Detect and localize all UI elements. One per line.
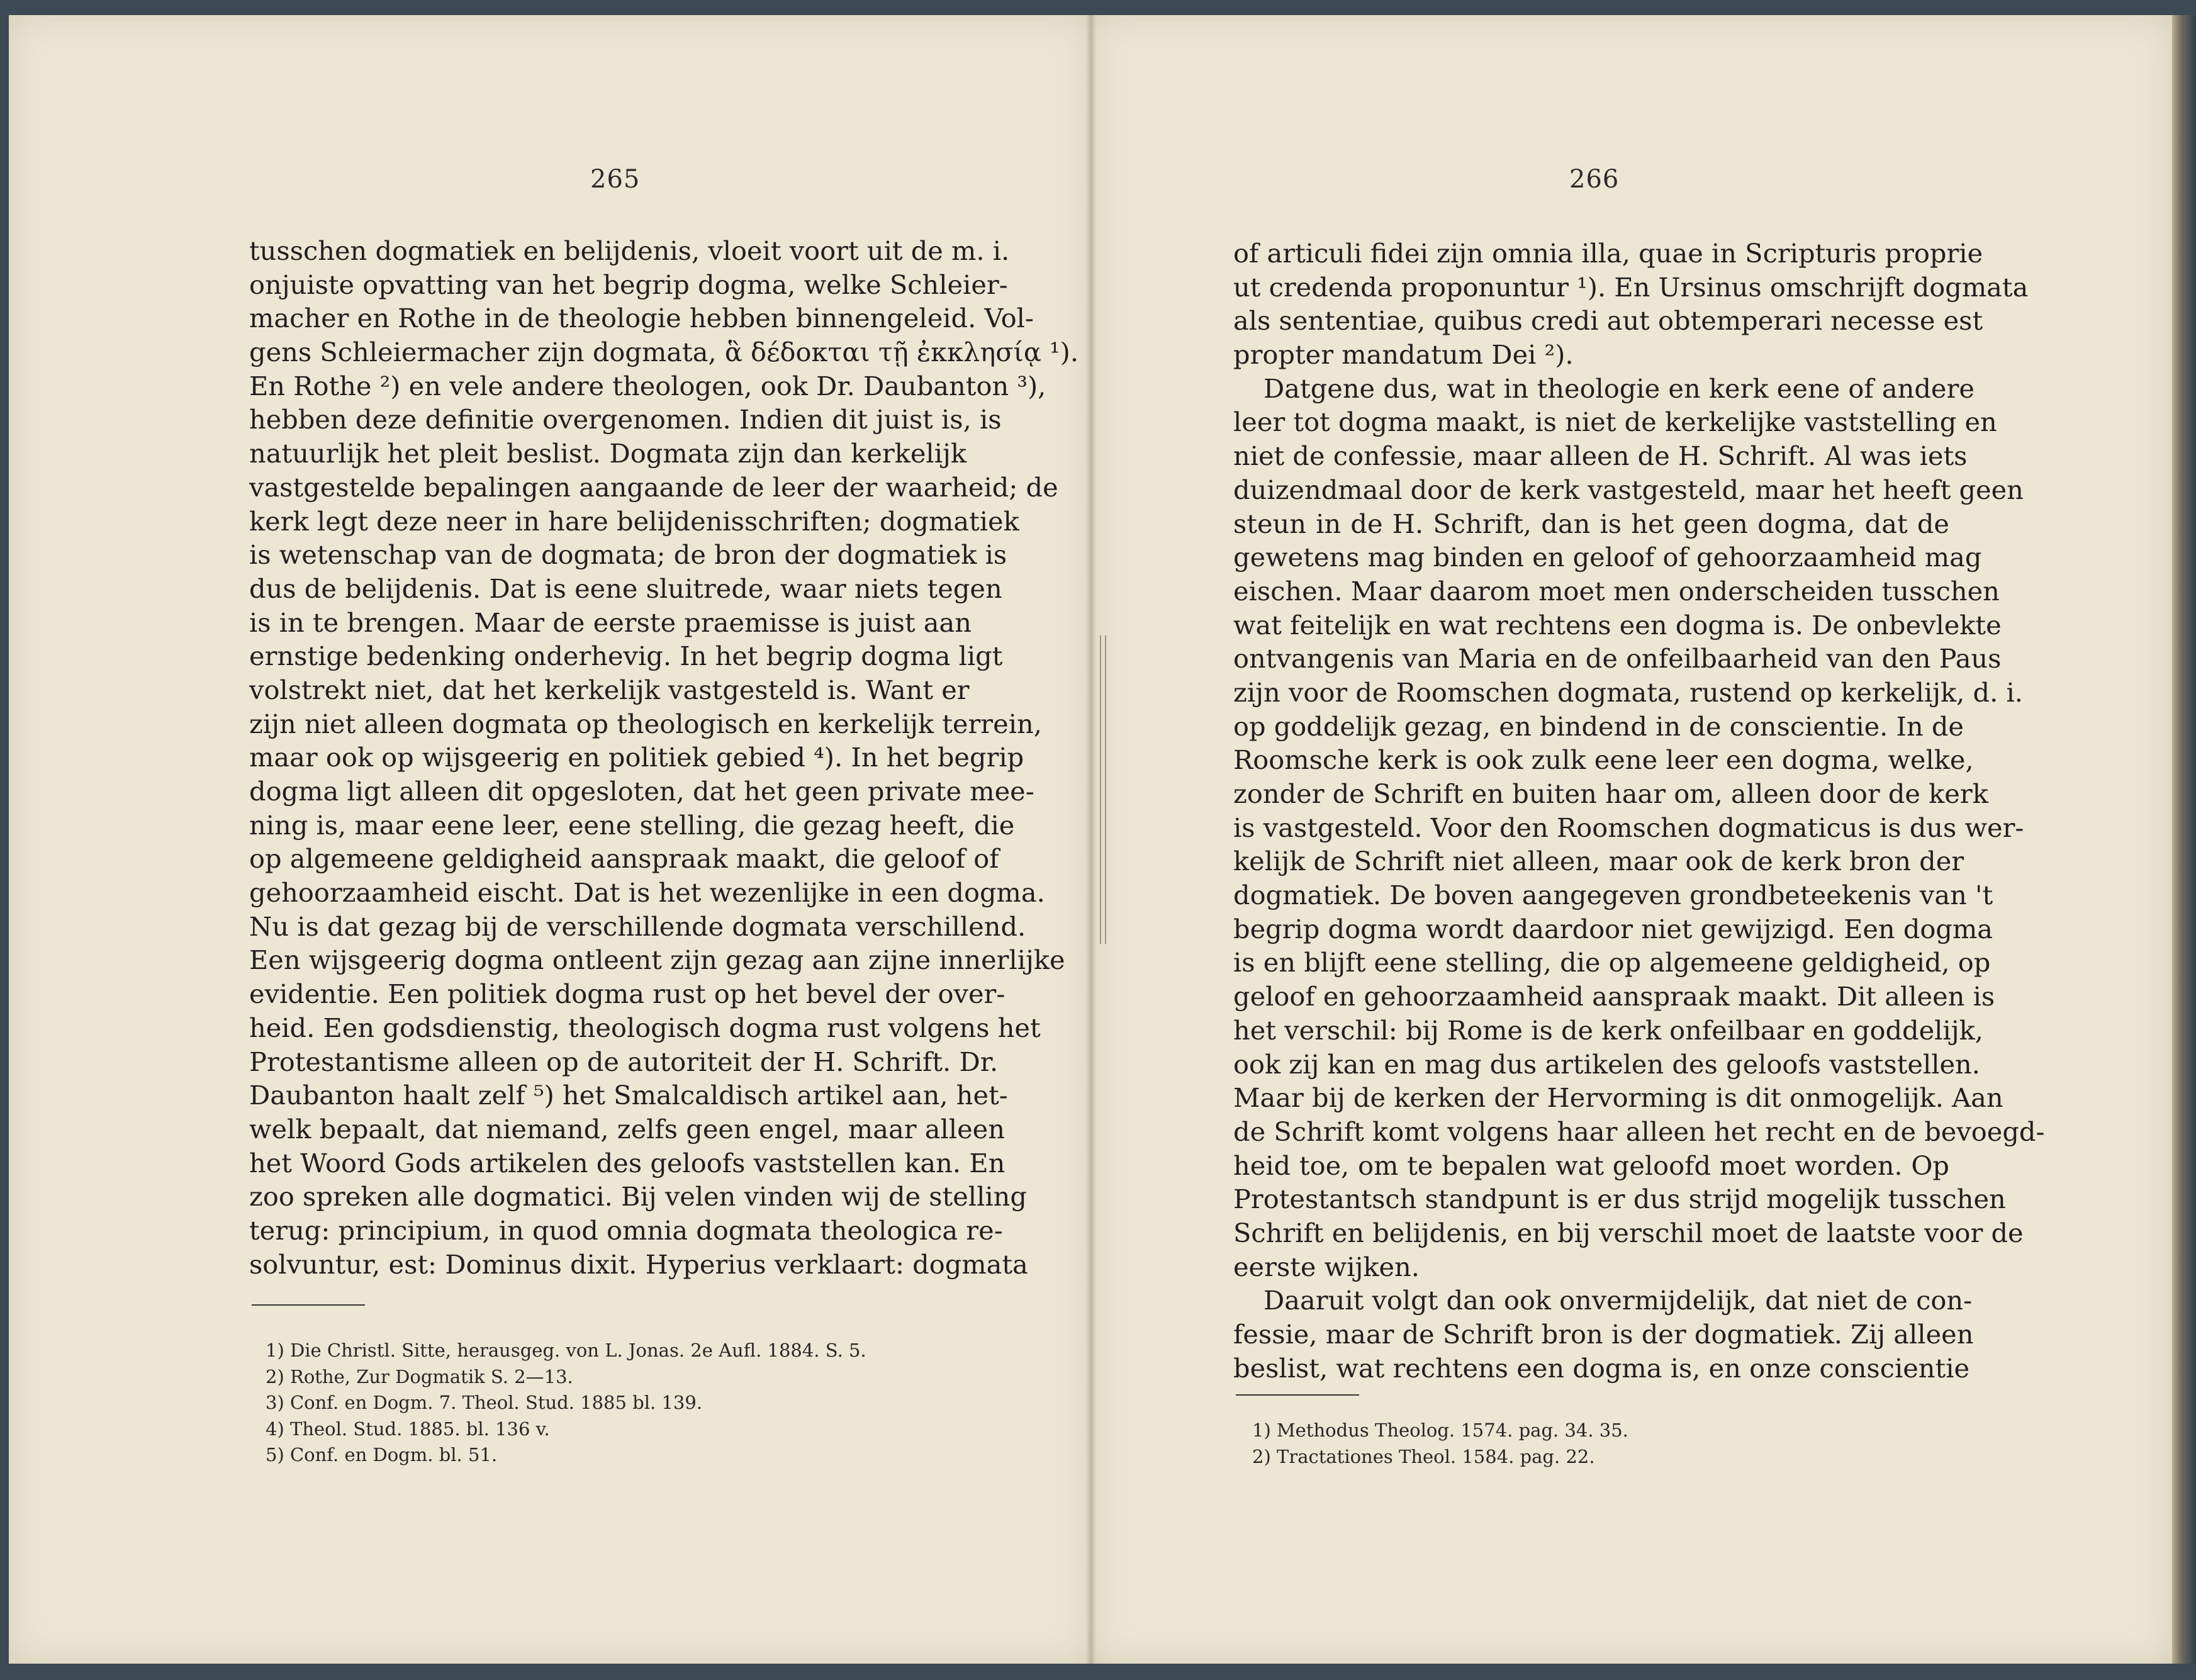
text-line: steun in de H. Schrift, dan is het geen dogma, dat de — [1233, 508, 1949, 539]
text-line: macher en Rothe in de theologie hebben binnengeleid. Vol- — [249, 303, 1034, 334]
left-body-text — [249, 234, 1079, 1281]
text-line: dogmatiek. De boven aangegeven grondbeteekenis van 't — [1233, 880, 1993, 911]
text-line: gens Schleiermacher zijn dogmata, ἃ δέδοκται τῇ ἐκκλησίᾳ ¹). — [249, 337, 1079, 368]
left-footnotes — [266, 1338, 958, 1469]
right-footnotes — [1252, 1418, 1881, 1470]
left-footnote-rule — [252, 1304, 365, 1306]
text-line: is wetenschap van de dogmata; de bron der dogmatiek is — [249, 539, 1007, 571]
text-line: eerste wijken. — [1233, 1251, 1420, 1282]
text-line: niet de confessie, maar alleen de H. Schrift. Al was iets — [1233, 440, 1968, 472]
text-line: ut credenda proponuntur ¹). En Ursinus omschrijft dogmata — [1233, 271, 2029, 303]
text-line: wat feitelijk en wat rechtens een dogma is. De onbevlekte — [1233, 609, 2002, 641]
text-line: Maar bij de kerken der Hervorming is dit onmogelijk. Aan — [1233, 1082, 2003, 1114]
text-line: tusschen dogmatiek en belijdenis, vloeit voort uit de m. i. — [249, 235, 1010, 266]
text-line: als sententiae, quibus credi aut obtemperari necesse est — [1233, 305, 1983, 337]
margin-mark — [1100, 636, 1106, 944]
footnote: 5) Conf. en Dogm. bl. 51. — [266, 1444, 498, 1466]
text-line: solvuntur, est: Dominus dixit. Hyperius verklaart: dogmata — [249, 1248, 1028, 1280]
text-line: ning is, maar eene leer, eene stelling, die gezag heeft, die — [249, 809, 1015, 841]
text-line: hebben deze definitie overgenomen. Indien dit juist is, is — [249, 404, 1002, 435]
text-line: onjuiste opvatting van het begrip dogma, welke Schleier- — [249, 269, 1008, 300]
text-line: kelijk de Schrift niet alleen, maar ook de kerk bron der — [1233, 846, 1964, 877]
text-line: natuurlijk het pleit beslist. Dogmata zijn dan kerkelijk — [249, 438, 966, 469]
text-line: maar ook op wijsgeerig en politiek gebied ⁴). In het begrip — [249, 742, 1024, 773]
page-number-right: 266 — [1569, 165, 1620, 194]
footnote: 3) Conf. en Dogm. 7. Theol. Stud. 1885 bl. 139. — [266, 1392, 703, 1414]
text-line: ontvangenis van Maria en de onfeilbaarheid van den Paus — [1233, 643, 2002, 675]
text-line: zoo spreken alle dogmatici. Bij velen vinden wij de stelling — [249, 1181, 1027, 1212]
text-line: het Woord Gods artikelen des geloofs vaststellen kan. En — [249, 1147, 1006, 1179]
text-line: fessie, maar de Schrift bron is der dogmatiek. Zij alleen — [1233, 1319, 1974, 1350]
text-line: leer tot dogma maakt, is niet de kerkelijke vaststelling en — [1233, 406, 1997, 438]
text-line: Een wijsgeerig dogma ontleent zijn gezag aan zijne innerlijke — [249, 944, 1065, 976]
text-line: het verschil: bij Rome is de kerk onfeilbaar en goddelijk, — [1233, 1014, 1983, 1046]
footnote: 1) Die Christl. Sitte, herausgeg. von L. Jonas. 2e Aufl. 1884. S. 5. — [266, 1340, 866, 1361]
text-line: ernstige bedenking onderhevig. In het begrip dogma ligt — [249, 641, 1003, 672]
text-line: Schrift en belijdenis, en bij verschil moet de laatste voor de — [1233, 1217, 2024, 1248]
text-line: zijn niet alleen dogmata op theologisch en kerkelijk terrein, — [249, 708, 1042, 739]
text-line: dogma ligt alleen dit opgesloten, dat het geen private mee- — [249, 776, 1034, 807]
text-line: Protestantisme alleen op de autoriteit der H. Schrift. Dr. — [249, 1046, 999, 1077]
text-line: Datgene dus, wat in theologie en kerk eene of andere — [1263, 372, 1975, 404]
footnote: 4) Theol. Stud. 1885. bl. 136 v. — [266, 1418, 550, 1440]
text-line: gehoorzaamheid eischt. Dat is het wezenlijke in een dogma. — [249, 877, 1045, 909]
text-line: vastgestelde bepalingen aangaande de leer der waarheid; de — [249, 471, 1058, 503]
text-line: de Schrift komt volgens haar alleen het recht en de bevoegd- — [1233, 1116, 2045, 1147]
text-line: begrip dogma wordt daardoor niet gewijzigd. Een dogma — [1233, 913, 1993, 944]
text-line: is in te brengen. Maar de eerste praemisse is juist aan — [249, 607, 972, 638]
text-line: geloof en gehoorzaamheid aanspraak maakt. Dit alleen is — [1233, 981, 1995, 1012]
page-edge — [2172, 15, 2196, 1664]
text-line: op algemeene geldigheid aanspraak maakt, die geloof of — [249, 843, 999, 875]
text-line: gewetens mag binden en geloof of gehoorzaamheid mag — [1233, 542, 1982, 573]
text-line: welk bepaalt, dat niemand, zelfs geen engel, maar alleen — [249, 1113, 1005, 1145]
text-line: duizendmaal door de kerk vastgesteld, maar het heeft geen — [1233, 474, 2024, 505]
text-line: En Rothe ²) en vele andere theologen, ook Dr. Daubanton ³), — [249, 370, 1046, 401]
text-line: volstrekt niet, dat het kerkelijk vastgesteld is. Want er — [249, 674, 970, 705]
text-line: heid toe, om te bepalen wat geloofd moet worden. Op — [1233, 1150, 1949, 1181]
footnote: 1) Methodus Theolog. 1574. pag. 34. 35. — [1252, 1420, 1628, 1441]
text-line: op goddelijk gezag, en bindend in de conscientie. In de — [1233, 710, 1964, 742]
text-line: heid. Een godsdienstig, theologisch dogma rust volgens het — [249, 1012, 1041, 1043]
text-line: zonder de Schrift en buiten haar om, alleen door de kerk — [1233, 778, 1988, 809]
footnote: 2) Tractationes Theol. 1584. pag. 22. — [1252, 1445, 1595, 1467]
text-line: Daubanton haalt zelf ⁵) het Smalcaldisch artikel aan, het- — [249, 1080, 1008, 1111]
text-line: Protestantsch standpunt is er dus strijd mogelijk tusschen — [1233, 1184, 2006, 1215]
text-line: zijn voor de Roomschen dogmata, rustend op kerkelijk, d. i. — [1233, 676, 2023, 708]
text-line: Roomsche kerk is ook zulk eene leer een dogma, welke, — [1233, 744, 1974, 776]
text-line: is vastgesteld. Voor den Roomschen dogmaticus is dus wer- — [1233, 812, 2024, 843]
text-line: kerk legt deze neer in hare belijdenisschriften; dogmatiek — [249, 505, 1019, 537]
text-line: dus de belijdenis. Dat is eene sluitrede, waar niets tegen — [249, 573, 1002, 604]
text-line: eischen. Maar daarom moet men onderscheiden tusschen — [1233, 575, 2000, 607]
text-line: evidentie. Een politiek dogma rust op het bevel der over- — [249, 978, 1006, 1010]
text-line: of articuli fidei zijn omnia illa, quae in Scripturis proprie — [1233, 238, 1983, 269]
text-line: beslist, wat rechtens een dogma is, en onze conscientie — [1233, 1352, 1970, 1384]
text-line: Daaruit volgt dan ook onvermijdelijk, dat niet de con- — [1263, 1285, 1973, 1316]
page-number-left: 265 — [590, 165, 641, 194]
text-line: propter mandatum Dei ²). — [1233, 339, 1574, 371]
text-line: terug: principium, in quod omnia dogmata theologica re- — [249, 1214, 1003, 1246]
book-gutter — [1086, 15, 1096, 1664]
text-line: ook zij kan en mag dus artikelen des geloofs vaststellen. — [1233, 1048, 1980, 1080]
right-body-text — [1233, 237, 2045, 1385]
footnote: 2) Rothe, Zur Dogmatik S. 2—13. — [266, 1365, 573, 1387]
text-line: is en blijft eene stelling, die op algemeene geldigheid, op — [1233, 947, 1991, 978]
right-footnote-rule — [1236, 1394, 1359, 1396]
text-line: Nu is dat gezag bij de verschillende dogmata verschillend. — [249, 910, 1026, 942]
